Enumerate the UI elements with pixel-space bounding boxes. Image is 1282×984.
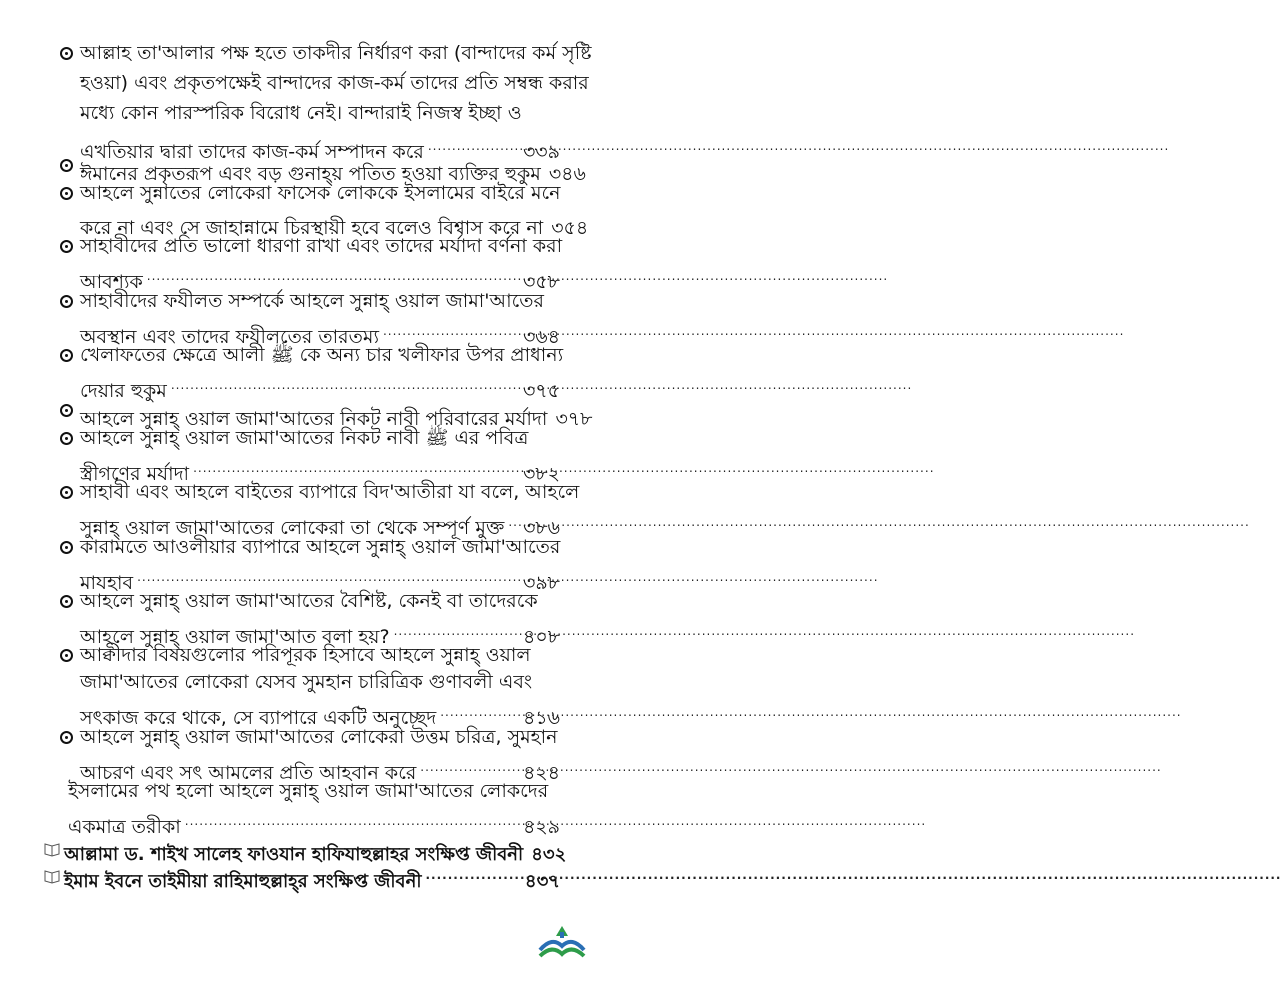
page-number: ৩৫৮ — [522, 271, 560, 293]
page-number: ৩৭৫ — [522, 380, 560, 402]
toc-line: খেলাফতের ক্ষেত্রে আলী ﷺ কে অন্য চার খলীফার উপর প্রাধান্য — [80, 344, 564, 366]
toc-line: সুন্নাহ্‌ ওয়াল জামা'আতের লোকেরা তা থেকে সম্পূর্ণ মুক্ত ..... ৩৮৬ — [80, 504, 560, 534]
target-bullet-icon — [60, 432, 73, 445]
target-bullet-icon — [60, 159, 73, 172]
toc-line: আহলে সুন্নাহ্‌ ওয়াল জামা'আত বলা হয়? ..... ৪০৮ — [80, 613, 560, 643]
toc-line: আক্বীদার বিষয়গুলোর পরিপূরক হিসাবে আহলে সুন্নাহ্‌ ওয়াল — [80, 644, 531, 666]
toc-line: আবশ্যক ..... ৩৫৮ — [80, 258, 560, 288]
toc-line: আহলে সুন্নাহ্‌ ওয়াল জামা'আতের লোকেরা উত্তম চরিত্র, সুমহান — [80, 726, 558, 748]
toc-line: আচরণ এবং সৎ আমলের প্রতি আহবান করে ..... ৪২৪ — [80, 749, 560, 779]
page-number: ৪১৬ — [522, 707, 560, 729]
toc-line: মধ্যে কোন পারস্পরিক বিরোধ নেই। বান্দারাই নিজস্ব ইচ্ছা ও — [80, 102, 522, 124]
toc-line: আহলে সুন্নাহ্‌ ওয়াল জামা'আতের বৈশিষ্ট, কেনই বা তাদেরকে — [80, 590, 538, 612]
toc-line: একমাত্র তরীকা ..... ৪২৯ — [68, 803, 560, 833]
toc-line: কারামতে আওলীয়ার ব্যাপারে আহলে সুন্নাহ্‌ ওয়াল জামা'আতের — [80, 536, 561, 558]
toc-line: আল্লামা ড. শাইখ সালেহ ফাওযান হাফিযাহুল্লাহর সংক্ষিপ্ত জীবনী ৪৩২ — [64, 830, 560, 860]
toc-line: অবস্থান এবং তাদের ফযীলতের তারতম্য ..... ৩৬৪ — [80, 313, 560, 343]
page-number: ৩৫৪ — [551, 217, 589, 239]
toc-line: ইমাম ইবনে তাইমীয়া রাহিমাহুল্লাহ্‌র সংক্ষিপ্ত জীবনী ..... ৪৩৭ — [64, 857, 560, 887]
target-bullet-icon — [60, 349, 73, 362]
page-number: ৪৩৭ — [524, 871, 560, 892]
toc-line: জামা'আতের লোকেরা যেসব সুমহান চারিত্রিক গুণাবলী এবং — [80, 671, 533, 693]
target-bullet-icon — [60, 541, 73, 554]
toc-line: মাযহাব ..... ৩৯৮ — [80, 559, 560, 589]
toc-line: হওয়া) এবং প্রকৃতপক্ষেই বান্দাদের কাজ-কর্ম তাদের প্রতি সম্বন্ধ করার — [80, 72, 589, 94]
toc-line: স্ত্রীগণের মর্যাদা ..... ৩৮২ — [80, 450, 560, 480]
target-bullet-icon — [60, 595, 73, 608]
toc-line: করে না এবং সে জাহান্নামে চিরস্থায়ী হবে বলেও বিশ্বাস করে না ৩৫৪ — [80, 204, 560, 234]
toc-line: সাহাবী এবং আহলে বাইতের ব্যাপারে বিদ'আতীরা যা বলে, আহলে — [80, 481, 580, 503]
toc-line: আল্লাহ তা'আলার পক্ষ হতে তাকদীর নির্ধারণ করা (বান্দাদের কর্ম সৃষ্টি — [80, 42, 592, 64]
book-icon — [44, 842, 60, 856]
toc-line: এখতিয়ার দ্বারা তাদের কাজ-কর্ম সম্পাদন করে ..... ৩৩৯ — [80, 128, 560, 158]
target-bullet-icon — [60, 486, 73, 499]
toc-line: সাহাবীদের প্রতি ভালো ধারণা রাখা এবং তাদের মর্যাদা বর্ণনা করা — [80, 235, 563, 257]
target-bullet-icon — [60, 187, 73, 200]
toc-line: দেয়ার হুকুম ..... ৩৭৫ — [80, 367, 560, 397]
publisher-logo — [536, 922, 588, 964]
page-number: ৪০৮ — [522, 626, 560, 648]
toc-line: আহলে সুন্নাতের লোকেরা ফাসেক লোককে ইসলামের বাইরে মনে — [80, 182, 561, 204]
target-bullet-icon — [60, 240, 73, 253]
page-number: ৩৩৯ — [522, 141, 560, 163]
table-of-contents — [0, 0, 622, 984]
toc-line: সৎকাজ করে থাকে, সে ব্যাপারে একটি অনুচ্ছেদ ..... ৪১৬ — [80, 694, 560, 724]
page-number: ৩৪৬ — [548, 163, 586, 185]
page-number: ৩৬৪ — [522, 326, 560, 348]
page-number: ৪২৯ — [522, 816, 560, 838]
toc-line: আহলে সুন্নাহ্‌ ওয়াল জামা'আতের নিকট নাবী পরিবারের মর্যাদা ৩৭৮ — [80, 395, 560, 425]
page-number: ৩৭৮ — [555, 408, 593, 430]
page-number: ৪৩২ — [531, 844, 567, 865]
page-number: ৩৯৮ — [522, 572, 560, 594]
page-number: ৩৮২ — [522, 463, 560, 485]
toc-line: সাহাবীদের ফযীলত সম্পর্কে আহলে সুন্নাহ্‌ ওয়াল জামা'আতের — [80, 290, 545, 312]
page-number: ৪২৪ — [522, 762, 560, 784]
book-icon — [44, 869, 60, 883]
target-bullet-icon — [60, 731, 73, 744]
toc-line: আহলে সুন্নাহ্‌ ওয়াল জামা'আতের নিকট নাবী ﷺ এর পবিত্র — [80, 427, 529, 449]
target-bullet-icon — [60, 649, 73, 662]
target-bullet-icon — [60, 295, 73, 308]
toc-line: ঈমানের প্রকৃতরূপ এবং বড় গুনাহ্‌য় পতিত হওয়া ব্যক্তির হুকুম ৩৪৬ — [80, 150, 560, 180]
page-number: ৩৮৬ — [522, 517, 560, 539]
target-bullet-icon — [60, 404, 73, 417]
toc-line: ইসলামের পথ হলো আহলে সুন্নাহ্‌ ওয়াল জামা'আতের লোকদের — [68, 780, 549, 802]
target-bullet-icon — [60, 47, 73, 60]
